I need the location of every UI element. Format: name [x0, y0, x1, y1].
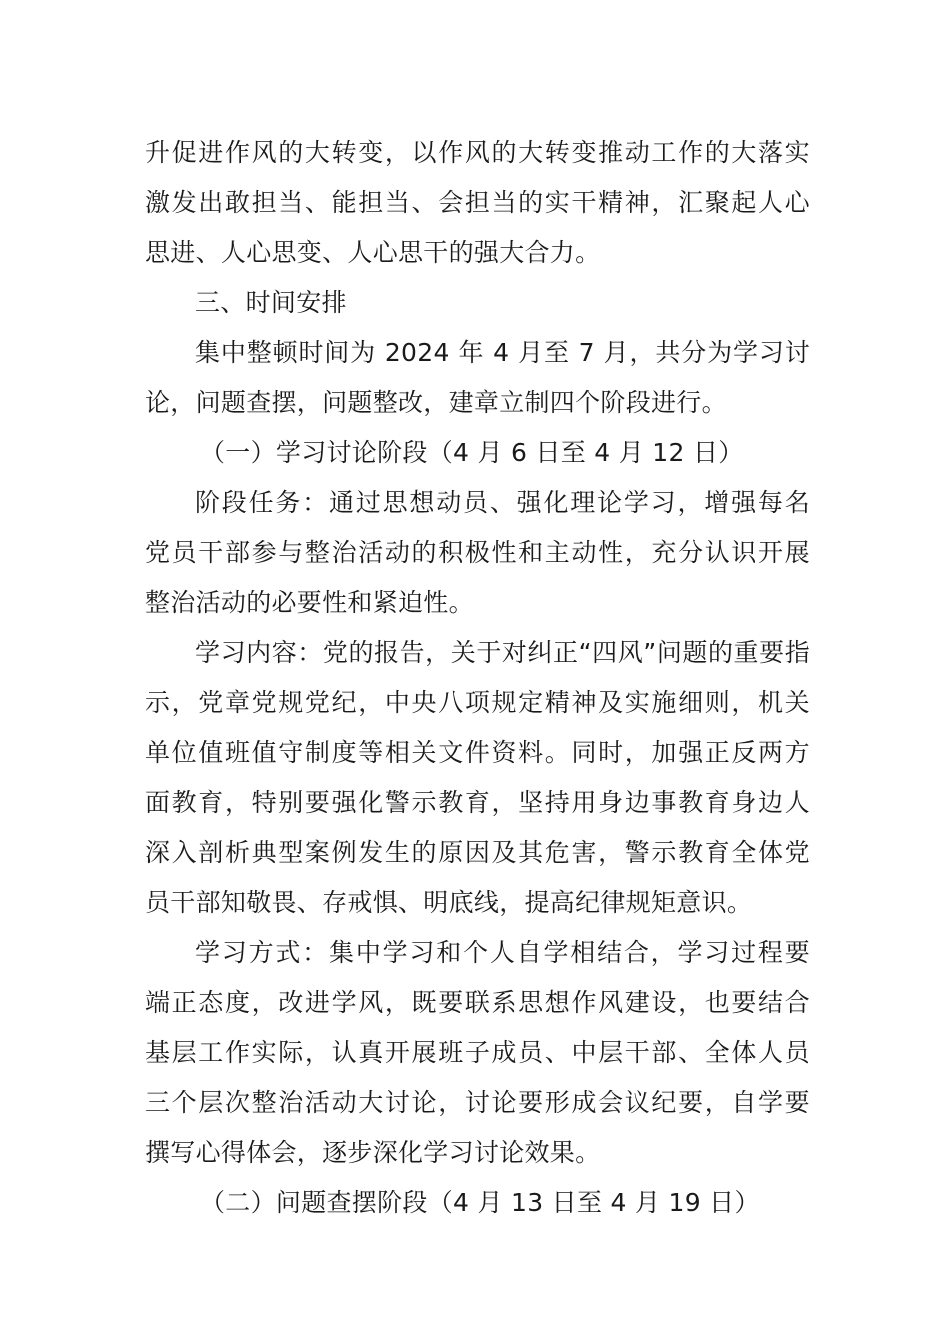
paragraph-line: 阶段任务：通过思想动员、强化理论学习，增强每名	[195, 488, 810, 517]
paragraph-line: 党员干部参与整治活动的积极性和主动性，充分认识开展	[145, 538, 810, 567]
paragraph-line: 深入剖析典型案例发生的原因及其危害，警示教育全体党	[145, 838, 810, 867]
paragraph-line: 思进、人心思变、人心思干的强大合力。	[145, 238, 601, 267]
paragraph-line: 撰写心得体会，逐步深化学习讨论效果。	[145, 1138, 601, 1167]
paragraph-line: 升促进作风的大转变，以作风的大转变推动工作的大落实	[145, 138, 810, 167]
subsection-heading: （一）学习讨论阶段（4 月 6 日至 4 月 12 日）	[200, 438, 744, 467]
paragraph-line: 激发出敢担当、能担当、会担当的实干精神，汇聚起人心	[145, 188, 810, 217]
paragraph-line: 三个层次整治活动大讨论，讨论要形成会议纪要，自学要	[145, 1088, 810, 1117]
paragraph-line: 整治活动的必要性和紧迫性。	[145, 588, 474, 617]
paragraph-line: 示，党章党规党纪，中央八项规定精神及实施细则，机关	[145, 688, 810, 717]
paragraph-line: 基层工作实际，认真开展班子成员、中层干部、全体人员	[145, 1038, 810, 1067]
paragraph-line: 面教育，特别要强化警示教育，坚持用身边事教育身边人	[145, 788, 810, 817]
subsection-heading: （二）问题查摆阶段（4 月 13 日至 4 月 19 日）	[200, 1188, 760, 1217]
paragraph-line: 学习方式：集中学习和个人自学相结合，学习过程要	[195, 938, 810, 967]
section-heading: 三、时间安排	[195, 288, 347, 317]
paragraph-line: 集中整顿时间为 2024 年 4 月至 7 月，共分为学习讨	[195, 338, 810, 367]
paragraph-line: 员干部知敬畏、存戒惧、明底线，提高纪律规矩意识。	[145, 888, 753, 917]
paragraph-line: 单位值班值守制度等相关文件资料。同时，加强正反两方	[145, 738, 810, 767]
paragraph-line: 学习内容：党的报告，关于对纠正“四风”问题的重要指	[195, 638, 810, 667]
paragraph-line: 端正态度，改进学风，既要联系思想作风建设，也要结合	[145, 988, 810, 1017]
paragraph-line: 论，问题查摆，问题整改，建章立制四个阶段进行。	[145, 388, 727, 417]
